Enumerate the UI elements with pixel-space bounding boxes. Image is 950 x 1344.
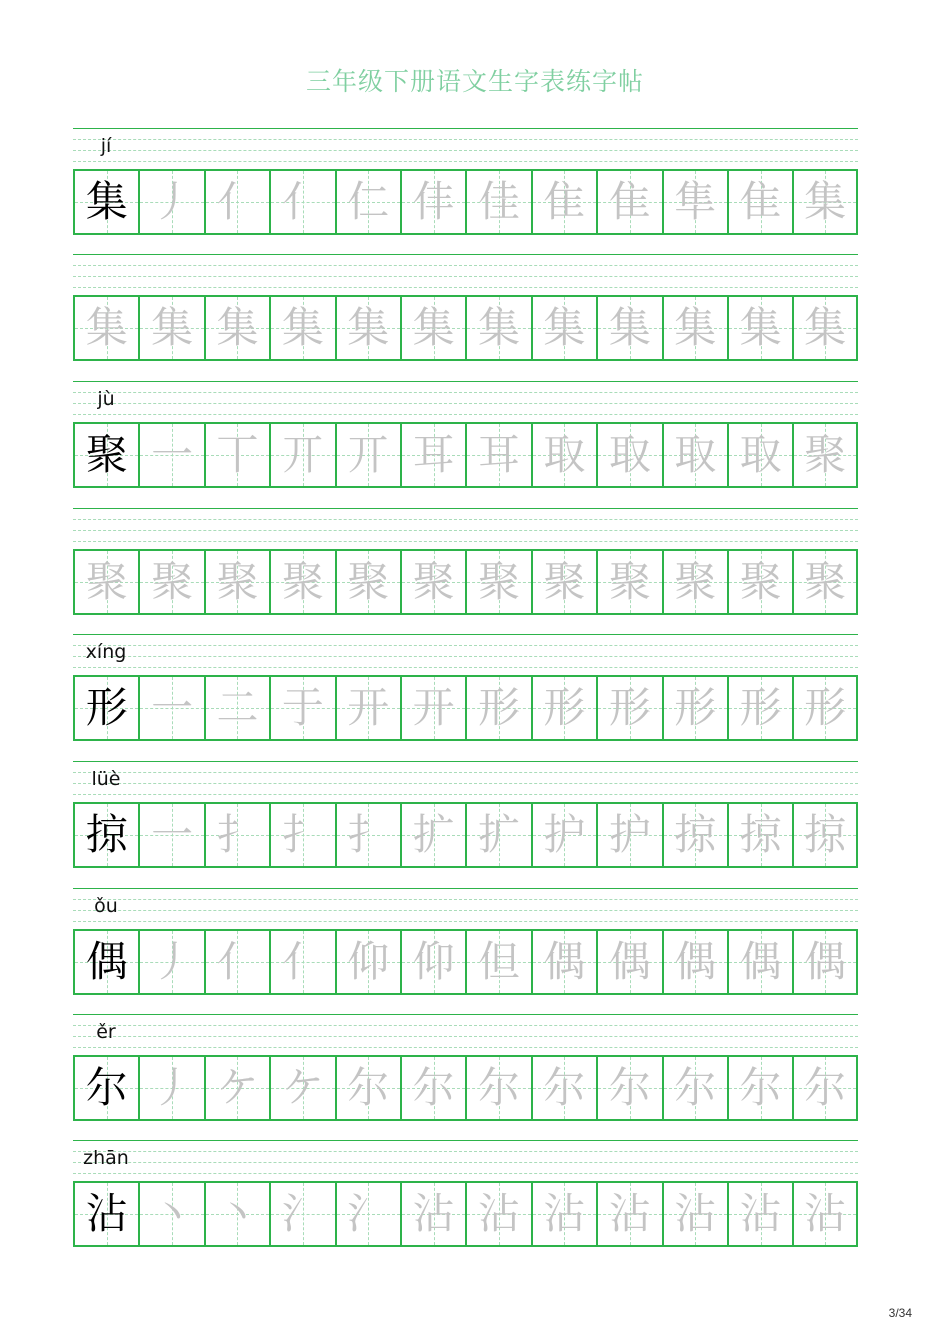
pinyin-band — [73, 508, 858, 546]
grid-cell — [467, 1057, 532, 1119]
trace-character: 尔 — [674, 1063, 717, 1112]
trace-character: 沾 — [543, 1189, 586, 1238]
grid-cell — [271, 931, 336, 993]
trace-character: 氵 — [281, 1189, 324, 1238]
grid-cell — [402, 804, 467, 866]
trace-character: 沾 — [608, 1189, 651, 1238]
model-character: 聚 — [85, 430, 128, 479]
trace-character: 集 — [739, 303, 782, 352]
grid-cell — [402, 424, 467, 486]
grid-cell — [533, 1183, 598, 1245]
trace-character: 聚 — [216, 557, 259, 606]
grid-cell — [402, 677, 467, 739]
grid-cell — [664, 931, 729, 993]
grid-cell — [402, 171, 467, 233]
trace-character: 一 — [151, 683, 194, 732]
trace-character: 丶 — [151, 1189, 194, 1238]
trace-character: 尔 — [543, 1063, 586, 1112]
grid-cell — [271, 1183, 336, 1245]
trace-character: 取 — [608, 430, 651, 479]
trace-character: 取 — [543, 430, 586, 479]
grid-cell — [75, 804, 140, 866]
grid-cell — [140, 804, 205, 866]
trace-character: 耳 — [412, 430, 455, 479]
grid-cell — [337, 1057, 402, 1119]
grid-cell — [598, 171, 663, 233]
trace-character: 聚 — [281, 557, 324, 606]
grid-cell — [533, 297, 598, 359]
model-character: 偶 — [85, 937, 128, 986]
trace-character: 隼 — [674, 177, 717, 226]
grid-cell — [598, 424, 663, 486]
grid-cell — [206, 424, 271, 486]
grid-cell — [467, 1183, 532, 1245]
grid-cell — [140, 551, 205, 613]
trace-character: 聚 — [804, 430, 847, 479]
trace-character: 形 — [739, 683, 782, 732]
grid-cell — [402, 1183, 467, 1245]
trace-character: 尔 — [347, 1063, 390, 1112]
trace-character: 佳 — [478, 177, 521, 226]
grid-cell — [206, 931, 271, 993]
grid-cell — [794, 551, 856, 613]
pinyin-band — [73, 634, 858, 672]
trace-character: 扌 — [281, 810, 324, 859]
grid-cell — [598, 1057, 663, 1119]
tianzige-grid — [73, 929, 858, 995]
trace-character: 隹 — [608, 177, 651, 226]
grid-cell — [140, 677, 205, 739]
tianzige-grid — [73, 675, 858, 741]
trace-character: 隹 — [543, 177, 586, 226]
grid-cell — [598, 297, 663, 359]
grid-cell — [729, 804, 794, 866]
trace-character: 亻 — [281, 177, 324, 226]
grid-cell — [271, 551, 336, 613]
grid-cell — [794, 1057, 856, 1119]
grid-cell — [271, 171, 336, 233]
grid-cell — [664, 804, 729, 866]
grid-cell — [140, 297, 205, 359]
grid-cell — [140, 931, 205, 993]
trace-character: 氵 — [347, 1189, 390, 1238]
model-character: 尔 — [85, 1063, 128, 1112]
tianzige-grid — [73, 422, 858, 488]
grid-cell — [337, 171, 402, 233]
trace-character: 偶 — [804, 937, 847, 986]
grid-cell — [75, 551, 140, 613]
grid-cell — [729, 551, 794, 613]
trace-character: 偶 — [739, 937, 782, 986]
grid-cell — [729, 1057, 794, 1119]
grid-cell — [206, 297, 271, 359]
pinyin-label: ěr — [96, 1021, 116, 1043]
grid-cell — [467, 424, 532, 486]
grid-cell — [402, 297, 467, 359]
trace-character: 仰 — [347, 937, 390, 986]
grid-cell — [337, 677, 402, 739]
grid-cell — [271, 1057, 336, 1119]
trace-character: 取 — [674, 430, 717, 479]
grid-cell — [533, 677, 598, 739]
trace-character: 聚 — [151, 557, 194, 606]
grid-cell — [402, 551, 467, 613]
grid-cell — [729, 677, 794, 739]
pinyin-band — [73, 381, 858, 419]
trace-character: 掠 — [804, 810, 847, 859]
trace-character: 掠 — [674, 810, 717, 859]
grid-cell — [402, 1057, 467, 1119]
trace-character: 沾 — [478, 1189, 521, 1238]
grid-cell — [794, 677, 856, 739]
grid-cell — [598, 1183, 663, 1245]
trace-character: 沾 — [412, 1189, 455, 1238]
trace-character: 形 — [674, 683, 717, 732]
pinyin-band — [73, 888, 858, 926]
trace-character: ケ — [216, 1063, 259, 1112]
grid-cell — [271, 297, 336, 359]
trace-character: 扩 — [478, 810, 521, 859]
grid-cell — [337, 1183, 402, 1245]
grid-cell — [75, 677, 140, 739]
trace-character: 集 — [674, 303, 717, 352]
trace-character: 集 — [347, 303, 390, 352]
trace-character: 但 — [478, 937, 521, 986]
grid-cell — [271, 677, 336, 739]
model-character: 沾 — [85, 1189, 128, 1238]
trace-character: 尔 — [478, 1063, 521, 1112]
grid-cell — [140, 1057, 205, 1119]
grid-cell — [598, 551, 663, 613]
trace-character: 丶 — [216, 1189, 259, 1238]
grid-cell — [664, 297, 729, 359]
trace-character: 仹 — [412, 177, 455, 226]
trace-character: 沾 — [804, 1189, 847, 1238]
grid-cell — [598, 931, 663, 993]
grid-cell — [140, 1183, 205, 1245]
grid-cell — [140, 424, 205, 486]
trace-character: 聚 — [543, 557, 586, 606]
grid-cell — [664, 171, 729, 233]
trace-character: 集 — [281, 303, 324, 352]
grid-cell — [75, 424, 140, 486]
trace-character: 沾 — [739, 1189, 782, 1238]
grid-cell — [533, 424, 598, 486]
grid-cell — [402, 931, 467, 993]
grid-cell — [75, 931, 140, 993]
pinyin-label: xíng — [85, 641, 127, 663]
trace-character: 开 — [412, 683, 455, 732]
page-number: 3/34 — [888, 1306, 912, 1320]
grid-cell — [337, 804, 402, 866]
trace-character: 尔 — [804, 1063, 847, 1112]
trace-character: 护 — [543, 810, 586, 859]
grid-cell — [206, 1183, 271, 1245]
grid-cell — [533, 1057, 598, 1119]
pinyin-label: jí — [100, 135, 112, 157]
trace-character: 二 — [216, 683, 259, 732]
grid-cell — [598, 804, 663, 866]
trace-character: 偶 — [608, 937, 651, 986]
grid-cell — [467, 551, 532, 613]
trace-character: 形 — [478, 683, 521, 732]
trace-character: 集 — [543, 303, 586, 352]
trace-character: 护 — [608, 810, 651, 859]
model-character: 集 — [85, 177, 128, 226]
trace-character: 尔 — [412, 1063, 455, 1112]
trace-character: 隹 — [739, 177, 782, 226]
grid-cell — [206, 171, 271, 233]
tianzige-grid — [73, 1181, 858, 1247]
grid-cell — [467, 804, 532, 866]
grid-cell — [729, 1183, 794, 1245]
trace-character: 聚 — [412, 557, 455, 606]
tianzige-grid — [73, 169, 858, 235]
grid-cell — [75, 297, 140, 359]
grid-cell — [794, 1183, 856, 1245]
grid-cell — [729, 424, 794, 486]
grid-cell — [794, 297, 856, 359]
trace-character: 扌 — [347, 810, 390, 859]
grid-cell — [206, 804, 271, 866]
grid-cell — [337, 297, 402, 359]
grid-cell — [794, 804, 856, 866]
trace-character: 开 — [347, 683, 390, 732]
grid-cell — [206, 551, 271, 613]
trace-character: 形 — [543, 683, 586, 732]
trace-character: 集 — [85, 303, 128, 352]
trace-character: 丿 — [151, 177, 194, 226]
trace-character: 亻 — [281, 937, 324, 986]
grid-cell — [271, 424, 336, 486]
grid-cell — [794, 171, 856, 233]
trace-character: 聚 — [674, 557, 717, 606]
grid-cell — [664, 677, 729, 739]
trace-character: 集 — [151, 303, 194, 352]
trace-character: 形 — [804, 683, 847, 732]
pinyin-label: jù — [97, 388, 115, 410]
grid-cell — [533, 171, 598, 233]
grid-cell — [794, 424, 856, 486]
trace-character: 集 — [608, 303, 651, 352]
trace-character: 聚 — [739, 557, 782, 606]
grid-cell — [75, 1183, 140, 1245]
tianzige-grid — [73, 295, 858, 361]
model-character: 掠 — [85, 810, 128, 859]
trace-character: 集 — [478, 303, 521, 352]
trace-character: 一 — [151, 430, 194, 479]
grid-cell — [206, 677, 271, 739]
trace-character: 聚 — [478, 557, 521, 606]
tianzige-grid — [73, 549, 858, 615]
trace-character: 丌 — [281, 430, 324, 479]
trace-character: ケ — [281, 1063, 324, 1112]
trace-character: 扌 — [216, 810, 259, 859]
grid-cell — [729, 171, 794, 233]
page-title: 三年级下册语文生字表练字帖 — [305, 67, 644, 96]
grid-cell — [337, 424, 402, 486]
pinyin-band — [73, 761, 858, 799]
trace-character: 偶 — [543, 937, 586, 986]
trace-character: 耳 — [478, 430, 521, 479]
trace-character: 取 — [739, 430, 782, 479]
trace-character: 亻 — [216, 177, 259, 226]
grid-cell — [533, 804, 598, 866]
grid-cell — [664, 1183, 729, 1245]
pinyin-band — [73, 1014, 858, 1052]
pinyin-band — [73, 254, 858, 292]
grid-cell — [664, 1057, 729, 1119]
trace-character: 集 — [804, 303, 847, 352]
trace-character: 集 — [412, 303, 455, 352]
trace-character: 偶 — [674, 937, 717, 986]
pinyin-band — [73, 1140, 858, 1178]
trace-character: 集 — [804, 177, 847, 226]
model-character: 形 — [85, 683, 128, 732]
trace-character: 聚 — [85, 557, 128, 606]
trace-character: 聚 — [347, 557, 390, 606]
grid-cell — [729, 297, 794, 359]
trace-character: 于 — [281, 683, 324, 732]
trace-character: 集 — [216, 303, 259, 352]
pinyin-label: zhān — [83, 1147, 129, 1169]
grid-cell — [271, 804, 336, 866]
grid-cell — [729, 931, 794, 993]
grid-cell — [206, 1057, 271, 1119]
pinyin-band — [73, 128, 858, 166]
trace-character: 仰 — [412, 937, 455, 986]
trace-character: 丿 — [151, 937, 194, 986]
trace-character: 聚 — [608, 557, 651, 606]
grid-cell — [467, 677, 532, 739]
trace-character: 聚 — [804, 557, 847, 606]
trace-character: 沾 — [674, 1189, 717, 1238]
pinyin-label: lüè — [91, 768, 121, 790]
grid-cell — [75, 1057, 140, 1119]
trace-character: 尔 — [739, 1063, 782, 1112]
trace-character: 扩 — [412, 810, 455, 859]
grid-cell — [533, 931, 598, 993]
pinyin-label: ǒu — [94, 895, 118, 917]
trace-character: 尔 — [608, 1063, 651, 1112]
grid-cell — [140, 171, 205, 233]
grid-cell — [467, 297, 532, 359]
grid-cell — [337, 551, 402, 613]
tianzige-grid — [73, 802, 858, 868]
grid-cell — [533, 551, 598, 613]
tianzige-grid — [73, 1055, 858, 1121]
grid-cell — [664, 424, 729, 486]
grid-cell — [664, 551, 729, 613]
trace-character: 掠 — [739, 810, 782, 859]
grid-cell — [794, 931, 856, 993]
grid-cell — [598, 677, 663, 739]
grid-cell — [75, 171, 140, 233]
trace-character: 丿 — [151, 1063, 194, 1112]
grid-cell — [337, 931, 402, 993]
trace-character: 仁 — [347, 177, 390, 226]
trace-character: 形 — [608, 683, 651, 732]
trace-character: 丌 — [347, 430, 390, 479]
trace-character: 丅 — [216, 430, 259, 479]
trace-character: 亻 — [216, 937, 259, 986]
trace-character: 一 — [151, 810, 194, 859]
grid-cell — [467, 931, 532, 993]
grid-cell — [467, 171, 532, 233]
